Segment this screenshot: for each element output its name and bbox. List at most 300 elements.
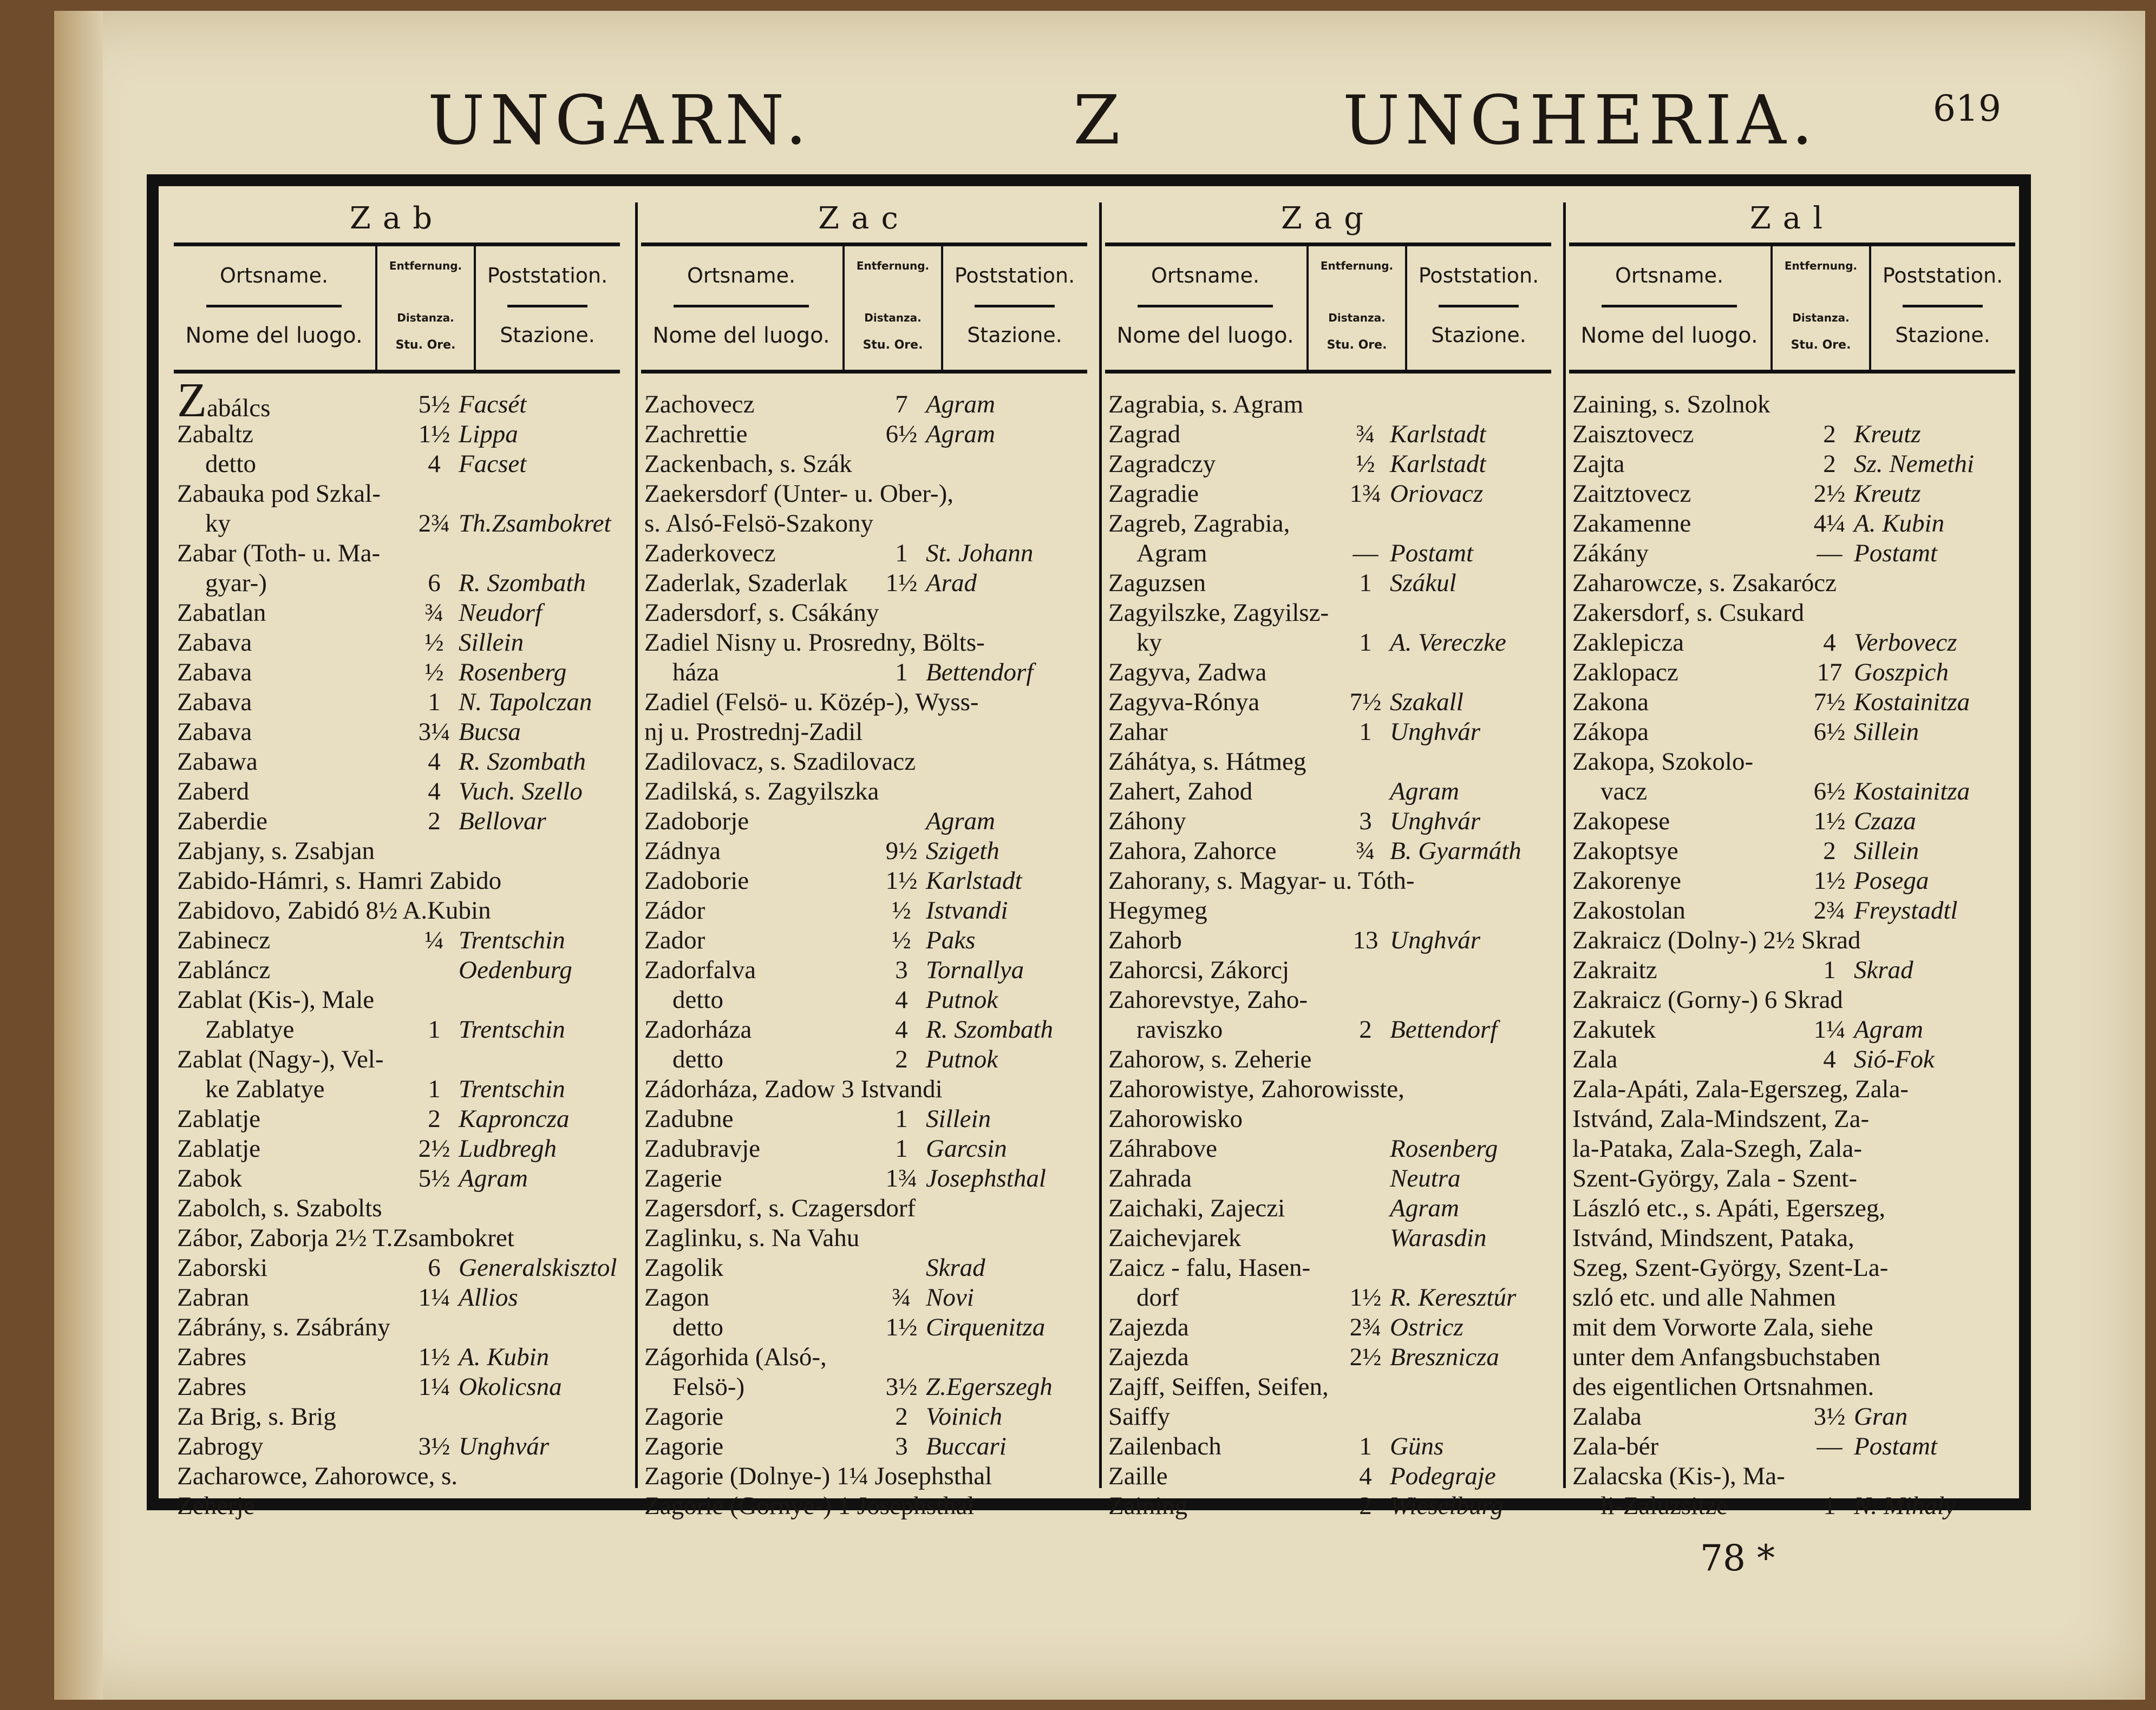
post-station: Cirquenitza <box>926 1313 1046 1341</box>
distance: 2 <box>428 807 441 835</box>
place-name: detto <box>672 1313 723 1341</box>
list-item <box>1572 985 2014 1015</box>
list-item <box>1108 509 1550 539</box>
list-item <box>644 866 1086 896</box>
place-name: Zala-bér <box>1572 1432 1659 1460</box>
distance: 1½ <box>885 1313 918 1341</box>
book-page <box>54 11 2145 1700</box>
post-station: Wieselburg <box>1390 1492 1504 1520</box>
post-station: Putnok <box>926 986 998 1014</box>
distance: 4 <box>1823 628 1836 657</box>
place-name: Zaekersdorf (Unter- u. Ober-), <box>644 480 953 508</box>
list-item <box>1572 1015 2014 1045</box>
list-item <box>1572 1283 2014 1313</box>
distance: 6½ <box>1813 718 1846 746</box>
list-item <box>644 1253 1086 1283</box>
distance: 1 <box>1359 718 1372 746</box>
post-station: Karlstadt <box>1390 420 1486 448</box>
place-name: Zaderlak, Szaderlak <box>644 569 848 597</box>
list-item <box>1108 598 1550 628</box>
distance: 1¾ <box>885 1164 918 1193</box>
place-name: Agram <box>1136 539 1207 567</box>
place-name: Zagorie <box>644 1432 724 1460</box>
place-name: Zadoborje <box>644 807 749 835</box>
list-item <box>1572 717 2014 747</box>
column-header <box>641 243 1087 374</box>
list-item <box>1572 866 2014 896</box>
place-name: Zahorow, s. Zeherie <box>1108 1045 1312 1073</box>
post-station: Trentschin <box>459 926 565 954</box>
column-title: Zal <box>1749 201 1835 236</box>
place-name: Zákány <box>1572 539 1649 567</box>
distance: 7½ <box>1813 688 1846 716</box>
header-rule <box>206 305 342 307</box>
list-item <box>177 420 619 449</box>
post-station: A. Kubin <box>459 1343 550 1371</box>
header-name-it: Nome del luogo. <box>1580 323 1758 348</box>
list-item <box>644 1134 1086 1164</box>
place-name: Zahorb <box>1108 926 1182 954</box>
column-title: Zac <box>818 201 910 236</box>
distance: — <box>1817 539 1843 567</box>
place-name: Zaining <box>1108 1492 1188 1520</box>
post-station: Sillein <box>1854 837 1919 865</box>
place-name: László etc., s. Apáti, Egerszeg, <box>1572 1194 1886 1222</box>
list-item <box>644 1402 1086 1432</box>
distance: 3½ <box>418 1432 450 1460</box>
header-dist-it: Distanza. <box>1792 311 1850 324</box>
list-item <box>644 777 1086 807</box>
place-name: Zagorie (Gornye-) 1 Josephsthal <box>644 1492 975 1520</box>
list-item <box>644 1223 1086 1253</box>
list-item <box>1108 539 1550 568</box>
header-name-de: Ortsname. <box>687 264 796 287</box>
post-station: Sillein <box>926 1105 991 1133</box>
list-item <box>1572 539 2014 568</box>
place-name: detto <box>205 450 256 478</box>
list-item <box>177 658 619 687</box>
header-rule <box>1602 305 1737 307</box>
place-name: Zabar (Toth- u. Ma- <box>177 539 381 567</box>
list-item <box>1572 1432 2014 1462</box>
distance: 13 <box>1353 926 1378 954</box>
list-item <box>1108 449 1550 479</box>
header-station-cell <box>1870 246 2015 370</box>
distance: 3 <box>895 956 908 984</box>
post-station: Rosenberg <box>459 658 567 686</box>
list-item <box>644 1491 1086 1521</box>
header-dist-de: Entfernung. <box>856 259 930 272</box>
list-item <box>1108 390 1550 420</box>
post-station: Okolicsna <box>459 1373 562 1401</box>
post-station: Freystadtl <box>1854 896 1958 925</box>
place-name: Zabava <box>177 688 252 716</box>
header-post-de: Poststation. <box>487 264 608 287</box>
place-name: Zabido-Hámri, s. Hamri Zabido <box>177 867 502 895</box>
distance: ½ <box>892 896 911 925</box>
place-name: Zaberd <box>177 777 250 805</box>
place-name: dorf <box>1136 1283 1179 1312</box>
place-name: vacz <box>1600 777 1648 805</box>
place-name: Zadiel Nisny u. Prosredny, Bölts- <box>644 628 985 657</box>
distance: 1½ <box>418 420 450 448</box>
header-dist-de: Entfernung. <box>1320 259 1394 272</box>
list-item <box>644 1075 1086 1104</box>
place-name: Zabláncz <box>177 956 271 984</box>
list-item <box>1572 807 2014 836</box>
place-name: Zábrány, s. Zsábrány <box>177 1313 390 1341</box>
list-item <box>177 1104 619 1134</box>
header-dist-unit: Stu. Ore. <box>395 338 456 352</box>
list-item <box>1572 955 2014 985</box>
header-name-cell <box>174 246 374 370</box>
list-item <box>1108 1045 1550 1075</box>
list-item <box>644 479 1086 509</box>
place-name: Zalacska (Kis-), Ma- <box>1572 1462 1785 1490</box>
distance: ¾ <box>424 599 444 627</box>
list-item <box>1108 1491 1550 1521</box>
distance: 7 <box>895 390 908 418</box>
place-name: Zaisztovecz <box>1572 420 1694 448</box>
place-name: Zaicz - falu, Hasen- <box>1108 1254 1311 1282</box>
place-name: Zagorie (Dolnye-) 1¼ Josephsthal <box>644 1462 992 1490</box>
place-name: li-Zaluzsitze <box>1600 1492 1728 1520</box>
distance: 1½ <box>1813 867 1846 895</box>
list-item <box>644 1045 1086 1075</box>
post-station: R. Szombath <box>459 569 586 597</box>
distance: 1½ <box>885 867 918 895</box>
list-item <box>644 985 1086 1015</box>
place-name: Zabawa <box>177 748 258 776</box>
list-item <box>1572 1075 2014 1104</box>
place-name: Zaichevjarek <box>1108 1224 1242 1252</box>
list-item <box>644 509 1086 539</box>
place-name: Zala <box>1572 1045 1618 1073</box>
distance: 6½ <box>1813 777 1846 805</box>
header-post-it: Stazione. <box>1895 323 1990 347</box>
column-title: Zag <box>1280 201 1376 236</box>
list-item <box>1572 420 2014 449</box>
post-station: Szigeth <box>926 837 999 865</box>
list-item <box>644 1164 1086 1194</box>
list-item <box>177 1045 619 1075</box>
list-item <box>177 687 619 717</box>
list-item <box>1572 926 2014 955</box>
post-station: Agram <box>1854 1015 1923 1044</box>
place-name: Zaberdie <box>177 807 268 835</box>
place-name: Zabjany, s. Zsabjan <box>177 837 375 865</box>
distance: 1¼ <box>1813 1015 1846 1044</box>
list-item <box>1108 658 1550 687</box>
place-name: Zador <box>644 926 705 954</box>
place-name: Zádorháza, Zadow 3 Istvandi <box>644 1075 943 1103</box>
list-item <box>1108 1104 1550 1134</box>
distance: ¾ <box>892 1283 911 1312</box>
distance: 1½ <box>418 1343 450 1371</box>
post-station: Ludbregh <box>459 1135 557 1163</box>
place-name: Zakopa, Szokolo- <box>1572 748 1754 776</box>
place-name: Istvánd, Zala-Mindszent, Za- <box>1572 1105 1870 1133</box>
list-item <box>644 390 1086 420</box>
place-name: Zabaltz <box>177 420 253 448</box>
place-name: Zabava <box>177 628 252 657</box>
distance: 1 <box>1823 1492 1836 1520</box>
list-item <box>1108 896 1550 926</box>
place-name: Zajezda <box>1108 1313 1189 1341</box>
list-item <box>1108 747 1550 777</box>
header-dist-unit: Stu. Ore. <box>1791 338 1851 352</box>
list-item <box>177 1164 619 1194</box>
place-name: Zahrada <box>1108 1164 1192 1193</box>
place-name: Zabres <box>177 1343 246 1371</box>
post-station: Bettendorf <box>926 658 1034 686</box>
list-item <box>1108 628 1550 658</box>
list-item <box>177 1342 619 1372</box>
list-item <box>644 1342 1086 1372</box>
distance: 1 <box>428 1015 441 1044</box>
post-station: Generalskisztol <box>459 1254 617 1282</box>
page-number: 619 <box>1933 88 2001 129</box>
place-name: Zaderkovecz <box>644 539 776 567</box>
distance: — <box>1353 539 1378 567</box>
place-name: Zagyva, Zadwa <box>1108 658 1267 686</box>
place-name: detto <box>672 1045 723 1073</box>
place-name: Felsö-) <box>672 1373 745 1401</box>
column-header <box>174 243 620 374</box>
post-station: Postamt <box>1854 1432 1938 1460</box>
post-station: A. Vereczke <box>1390 628 1506 657</box>
header-post-it: Stazione. <box>967 323 1062 347</box>
place-name: Zabatlan <box>177 599 266 627</box>
header-rule <box>1903 305 1983 307</box>
place-name: Zakraicz (Dolny-) 2½ Skrad <box>1572 926 1861 954</box>
place-name: Zablatje <box>177 1105 260 1133</box>
header-post-de: Poststation. <box>1882 264 2003 287</box>
list-item <box>177 1075 619 1104</box>
distance: 3 <box>895 1432 908 1460</box>
header-name-de: Ortsname. <box>1151 264 1260 287</box>
place-name: Zachrettie <box>644 420 748 448</box>
list-item <box>1572 1194 2014 1223</box>
distance: 4 <box>895 1015 908 1044</box>
post-station: Voinich <box>926 1403 1002 1431</box>
post-station: Unghvár <box>1390 807 1481 835</box>
distance: 1 <box>428 1075 441 1103</box>
header-rule <box>507 305 587 307</box>
list-item <box>1572 598 2014 628</box>
list-item <box>1572 479 2014 509</box>
place-name: Zákopa <box>1572 718 1649 746</box>
header-dist-de: Entfernung. <box>1784 259 1858 272</box>
distance: 1¾ <box>1349 480 1382 508</box>
place-name: Szeg, Szent-György, Szent-La- <box>1572 1254 1889 1282</box>
header-name-it: Nome del luogo. <box>1116 323 1294 348</box>
post-station: Josephsthal <box>926 1164 1046 1193</box>
place-name: Zeherje <box>177 1492 255 1520</box>
post-station: Agram <box>459 1164 528 1193</box>
post-station: Unghvár <box>1390 926 1481 954</box>
post-station: Neudorf <box>459 599 543 627</box>
distance: 2 <box>895 1403 908 1431</box>
list-item <box>177 836 619 866</box>
list-item <box>1572 1491 2014 1521</box>
header-rule <box>1138 305 1273 307</box>
post-station: Buccari <box>926 1432 1007 1460</box>
column-zag <box>1099 201 1554 1520</box>
place-name: Zagreb, Zagrabia, <box>1108 509 1290 538</box>
header-post-it: Stazione. <box>1431 323 1526 347</box>
post-station: Posega <box>1854 867 1929 895</box>
list-item <box>1108 955 1550 985</box>
list-item <box>644 1432 1086 1462</box>
post-station: Z.Egerszegh <box>926 1373 1053 1401</box>
distance: 1 <box>895 1105 908 1133</box>
distance: ½ <box>892 926 911 954</box>
list-item <box>644 926 1086 955</box>
list-item <box>644 836 1086 866</box>
post-station: Arad <box>926 569 977 597</box>
list-item <box>1108 1223 1550 1253</box>
distance: 2½ <box>1813 480 1846 508</box>
place-name: Zaklopacz <box>1572 658 1678 686</box>
list-item <box>1572 836 2014 866</box>
place-name: Zadubne <box>644 1105 734 1133</box>
place-name: Zakutek <box>1572 1015 1656 1044</box>
place-name: mit dem Vorworte Zala, siehe <box>1572 1313 1873 1341</box>
post-station: R. Szombath <box>926 1015 1053 1044</box>
list-item <box>177 1015 619 1045</box>
distance: 9½ <box>885 837 918 865</box>
distance: 6 <box>428 1254 441 1282</box>
signature-mark: 78 * <box>1700 1537 1775 1579</box>
post-station: Bettendorf <box>1390 1015 1498 1044</box>
place-name: Zahorevstye, Zaho- <box>1108 986 1308 1014</box>
place-name: Za Brig, s. Brig <box>177 1403 336 1431</box>
distance: 2½ <box>1349 1343 1382 1371</box>
post-station: Putnok <box>926 1045 998 1073</box>
post-station: Allios <box>459 1283 518 1312</box>
post-station: A. Kubin <box>1854 509 1945 538</box>
place-name: Zagerie <box>644 1164 722 1193</box>
distance: 2½ <box>418 1135 450 1163</box>
book-gutter <box>54 11 103 1700</box>
distance: 4 <box>1359 1462 1372 1490</box>
list-item <box>644 955 1086 985</box>
place-name: Zablat (Kis-), Male <box>177 986 375 1014</box>
post-station: Garcsin <box>926 1135 1007 1163</box>
list-item <box>177 807 619 836</box>
distance: 2¾ <box>418 509 450 538</box>
header-rule <box>674 305 809 307</box>
post-station: Facset <box>459 450 527 478</box>
post-station: Unghvár <box>459 1432 550 1460</box>
list-item <box>644 717 1086 747</box>
place-name: szló etc. und alle Nahmen <box>1572 1283 1836 1312</box>
distance: 1 <box>1359 569 1372 597</box>
entry-list <box>1566 390 2018 1521</box>
post-station: Facsét <box>459 390 527 418</box>
distance: 1 <box>895 539 908 567</box>
header-left: UNGARN. <box>428 81 813 160</box>
distance: 4 <box>428 748 441 776</box>
list-item <box>177 449 619 479</box>
post-station: Th.Zsambokret <box>459 509 611 538</box>
place-name: Zagyva-Rónya <box>1108 688 1260 716</box>
post-station: Rosenberg <box>1390 1135 1498 1163</box>
list-item <box>177 896 619 926</box>
distance: ¾ <box>1356 837 1375 865</box>
place-name: Zahorowisko <box>1108 1105 1243 1133</box>
list-item <box>177 598 619 628</box>
post-station: Skrad <box>1854 956 1913 984</box>
post-station: Novi <box>926 1283 974 1312</box>
list-item <box>1572 449 2014 479</box>
place-name: Istvánd, Mindszent, Pataka, <box>1572 1224 1854 1252</box>
place-name: Zadilská, s. Zagyilszka <box>644 777 879 805</box>
header-distance-cell <box>1770 246 1871 370</box>
distance: 7½ <box>1349 688 1382 716</box>
post-station: Bucsa <box>459 718 521 746</box>
place-name: Zagersdorf, s. Czagersdorf <box>644 1194 916 1222</box>
place-name: Zajta <box>1572 450 1625 478</box>
list-item <box>1108 1402 1550 1432</box>
header-station-cell <box>1406 246 1551 370</box>
post-station: Agram <box>1390 777 1459 805</box>
place-name: Zadoborie <box>644 867 749 895</box>
place-name: des eigentlichen Ortsnahmen. <box>1572 1373 1874 1401</box>
header-station-cell <box>942 246 1087 370</box>
list-item <box>1108 1342 1550 1372</box>
place-name: Zakoptsye <box>1572 837 1678 865</box>
list-item <box>177 1462 619 1491</box>
header-station-cell <box>475 246 620 370</box>
place-name: Zablatje <box>177 1135 260 1163</box>
list-item <box>1572 1313 2014 1342</box>
post-station: Oedenburg <box>459 956 572 984</box>
list-item <box>644 1283 1086 1313</box>
list-item <box>1572 747 2014 777</box>
post-station: R. Keresztúr <box>1390 1283 1517 1312</box>
distance: 1 <box>895 658 908 686</box>
column-zab <box>171 201 623 1520</box>
list-item <box>1108 1134 1550 1164</box>
list-item <box>644 1313 1086 1342</box>
post-station: Postamt <box>1390 539 1474 567</box>
list-item <box>1108 1194 1550 1223</box>
post-station: Szakall <box>1390 688 1464 716</box>
list-item <box>644 568 1086 598</box>
place-name: unter dem Anfangsbuchstaben <box>1572 1343 1881 1371</box>
list-item <box>644 1462 1086 1491</box>
place-name: Zagorie <box>644 1403 724 1431</box>
place-name: Zaborski <box>177 1254 268 1282</box>
list-item <box>1572 1104 2014 1134</box>
place-name: gyar-) <box>205 569 267 597</box>
post-station: Czaza <box>1854 807 1916 835</box>
distance: 6 <box>428 569 441 597</box>
post-station: Lippa <box>459 420 518 448</box>
list-item <box>1108 836 1550 866</box>
place-name: Zalaba <box>1572 1403 1642 1431</box>
post-station: Sz. Nemethi <box>1854 450 1974 478</box>
list-item <box>1572 1223 2014 1253</box>
header-dist-it: Distanza. <box>397 311 454 324</box>
place-name: Zala-Apáti, Zala-Egerszeg, Zala- <box>1572 1075 1909 1103</box>
place-name: Zakopese <box>1572 807 1670 835</box>
list-item <box>644 598 1086 628</box>
column-zal <box>1563 201 2018 1520</box>
column-zac <box>635 201 1090 1520</box>
